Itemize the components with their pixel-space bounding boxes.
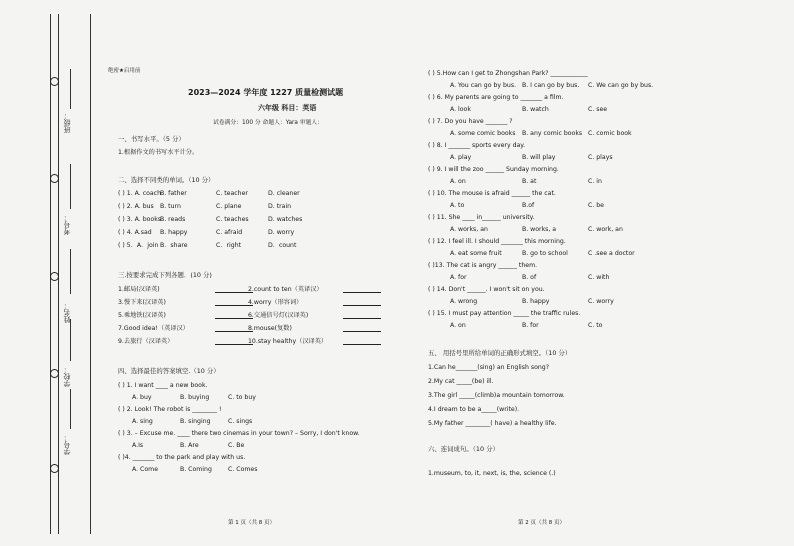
question-text: ( ) 3. – Excuse me. ____ there two cinemas in your town? – Sorry, I don't know. <box>118 430 360 437</box>
option-text: B．share <box>160 242 188 249</box>
option-text: A. buy <box>132 394 152 401</box>
option-text: A. to <box>450 202 465 209</box>
section-6-text: 1.museum, to, it, next, is, the, science (.) <box>428 470 556 477</box>
question-text: ( ) 14. Don't ______. I won't sit on you. <box>428 286 545 293</box>
option-text: C. teacher <box>216 190 248 197</box>
binding-label-number: 学号： <box>63 434 71 455</box>
prompt-text: 8.mouse(复数) <box>248 325 292 332</box>
question-text: ( ) 8. I _______ sports every day. <box>428 142 526 149</box>
option-text: C. comic book <box>588 130 632 137</box>
section-6-heading: 六、连词成句。（10 分） <box>428 445 499 453</box>
section-1-heading: 一、书写水平。（5 分） <box>118 135 185 143</box>
answer-blank[interactable] <box>215 287 253 293</box>
option-text: C. in <box>588 178 602 185</box>
option-text: A. wrong <box>450 298 478 305</box>
prompt-text: 1.邮局(汉译英) <box>118 286 160 293</box>
option-text: D．count <box>268 242 297 249</box>
binding-blank <box>70 69 71 109</box>
option-text: B. watch <box>522 106 549 113</box>
answer-blank[interactable] <box>343 326 381 332</box>
option-text: ( ) 1. A. coach <box>118 190 161 197</box>
option-text: C. to <box>588 322 603 329</box>
option-text: B. at <box>522 178 537 185</box>
binding-hole <box>50 272 59 281</box>
binding-hole <box>50 77 59 86</box>
question-text: ( )13. The cat is angry ______ them. <box>428 262 538 269</box>
option-text: A. on <box>450 322 466 329</box>
prompt-text: 10.stay healthy（汉译英） <box>248 338 328 345</box>
answer-blank[interactable] <box>215 326 253 332</box>
option-text: D. worry <box>268 229 295 236</box>
option-text: D. train <box>268 203 292 210</box>
option-text: B. I can go by bus. <box>522 82 580 89</box>
option-text: C. be <box>588 202 604 209</box>
binding-blank <box>70 249 71 294</box>
option-text: C. We can go by bus. <box>588 82 654 89</box>
option-text: B.of <box>522 202 535 209</box>
option-text: A. some comic books <box>450 130 516 137</box>
prompt-text: 7.Good idea!（英译汉） <box>118 325 189 332</box>
option-text: D. watches <box>268 216 303 223</box>
binding-label-name: 姓名： <box>63 302 71 323</box>
option-text: D. cleaner <box>268 190 300 197</box>
page-footer-1: 第 1 页（共 8 页） <box>228 520 275 526</box>
question-text: ( ) 12. I feel ill. I should _______ this morning. <box>428 238 566 245</box>
option-text: C. afraid <box>216 229 243 236</box>
prompt-text: 4.worry（形容词） <box>248 299 303 306</box>
option-text: ( ) 2. A. bus <box>118 203 154 210</box>
option-text: B. singing <box>180 418 211 425</box>
option-text: A. works, an <box>450 226 488 233</box>
question-text: ( )4. _______ to the park and play with us. <box>118 454 246 461</box>
option-text: ( ) 4. A.sad <box>118 229 152 236</box>
binding-blank <box>70 164 71 209</box>
binding-blank <box>70 319 71 361</box>
option-text: C. work, an <box>588 226 623 233</box>
option-text: B. happy <box>522 298 550 305</box>
option-text: C. to buy <box>228 394 256 401</box>
option-text: B. for <box>522 322 539 329</box>
prompt-text: 2.count to ten（英译汉） <box>248 286 323 293</box>
prompt-text: 5.乘地铁(汉译英) <box>118 312 166 319</box>
fill-blank-text: 5.My father ________( have) a healthy life. <box>428 420 557 427</box>
answer-blank[interactable] <box>343 287 381 293</box>
binding-hole <box>50 369 59 378</box>
option-text: C. worry <box>588 298 614 305</box>
option-text: C. sings <box>228 418 253 425</box>
option-text: C. teaches <box>216 216 249 223</box>
fill-blank-text: 2.My cat _____(be) ill. <box>428 378 494 385</box>
option-text: B. turn <box>160 203 181 210</box>
question-text: ( ) 11. She ____ in______ university. <box>428 214 535 221</box>
option-text: B. works, a <box>522 226 557 233</box>
option-text: B. Coming <box>180 466 212 473</box>
fill-blank-text: 3.The girl _____(climb)a mountain tomorrow. <box>428 392 565 399</box>
exam-title: 2023—2024 学年度 1227 质量检测试题 <box>188 88 344 97</box>
option-text: A. play <box>450 154 472 161</box>
option-text: B. father <box>160 190 187 197</box>
option-text: B. happy <box>160 229 188 236</box>
section-4-heading: 四、选择最佳的答案填空.（10 分） <box>118 367 220 375</box>
binding-label-class: 班级： <box>63 112 71 133</box>
option-text: A. eat some fruit <box>450 250 502 257</box>
answer-blank[interactable] <box>343 339 381 345</box>
option-text: B. will play <box>522 154 556 161</box>
prompt-text: 3.慢下来(汉译英) <box>118 299 166 306</box>
option-text: B. Are <box>180 442 199 449</box>
option-text: C. with <box>588 274 610 281</box>
question-text: ( ) 7. Do you have _______ ? <box>428 118 513 125</box>
fill-blank-text: 1.Can he_______(sing) an English song? <box>428 364 550 371</box>
question-text: ( ) 2. Look! The robot is ________ ! <box>118 406 222 413</box>
option-text: C．right <box>216 242 242 249</box>
option-text: A. sing <box>132 418 153 425</box>
exam-meta: 试卷满分：100 分 命题人：Yara 审题人： <box>213 120 323 126</box>
section-1-text: 1.根据作文的书写水平计分。 <box>118 149 199 156</box>
option-text: A. Come <box>132 466 158 473</box>
option-text: B. go to school <box>522 250 568 257</box>
option-text: A. look <box>450 106 471 113</box>
option-text: C. Be <box>228 442 245 449</box>
section-5-heading: 五、 用括号里所给单词的正确形式填空。（10 分） <box>428 349 572 357</box>
page-footer-2: 第 2 页（共 8 页） <box>518 520 565 526</box>
option-text: B. of <box>522 274 537 281</box>
answer-blank[interactable] <box>215 313 253 319</box>
question-text: ( ) 6. My parents are going to _______ a film. <box>428 94 564 101</box>
binding-blank <box>70 389 71 429</box>
question-text: ( ) 5.How can I get to Zhongshan Park? ____________ <box>428 70 588 77</box>
option-text: C. plays <box>588 154 613 161</box>
question-text: ( ) 10. The mouse is afraid ______ the cat. <box>428 190 556 197</box>
answer-blank[interactable] <box>215 300 253 306</box>
option-text: ( ) 3. A. books <box>118 216 161 223</box>
option-text: B. buying <box>180 394 210 401</box>
option-text: C. plane <box>216 203 242 210</box>
question-text: ( ) 1. I want ____ a new book. <box>118 382 208 389</box>
section-2-heading: 二、选择不同类的单词。（10 分） <box>118 176 215 184</box>
prompt-text: 9.去旅行（汉译英） <box>118 338 174 345</box>
option-text: ( ) 5．A．join <box>118 242 159 249</box>
option-text: C. see <box>588 106 608 113</box>
binding-hole <box>50 174 59 183</box>
binding-margin <box>38 14 96 534</box>
option-text: B. any comic books <box>522 130 583 137</box>
option-text: A. You can go by bus. <box>450 82 517 89</box>
binding-line <box>90 14 91 534</box>
option-text: A. for <box>450 274 467 281</box>
prompt-text: 6.交通信号灯(汉译英) <box>248 312 309 319</box>
secret-label: 绝密★启用前 <box>108 68 141 74</box>
option-text: A. on <box>450 178 466 185</box>
binding-label-school: 学校： <box>63 366 71 387</box>
option-text: A.Is <box>132 442 144 449</box>
answer-blank[interactable] <box>343 300 381 306</box>
binding-label-id: 考号： <box>63 214 71 235</box>
exam-subtitle: 六年级 科目：英语 <box>258 104 317 112</box>
question-text: ( ) 15. I must pay attention _____ the traffic rules. <box>428 310 581 317</box>
option-text: B. reads <box>160 216 186 223</box>
option-text: C .see a doctor <box>588 250 635 257</box>
fill-blank-text: 4.I dream to be a_____(write). <box>428 406 520 413</box>
answer-blank[interactable] <box>215 339 253 345</box>
option-text: C. Comes <box>228 466 258 473</box>
section-3-heading: 三.按要求完成下列各题．(10 分) <box>118 271 212 279</box>
binding-hole <box>50 464 59 473</box>
answer-blank[interactable] <box>343 313 381 319</box>
question-text: ( ) 9. I will the zoo ______ Sunday morning. <box>428 166 559 173</box>
